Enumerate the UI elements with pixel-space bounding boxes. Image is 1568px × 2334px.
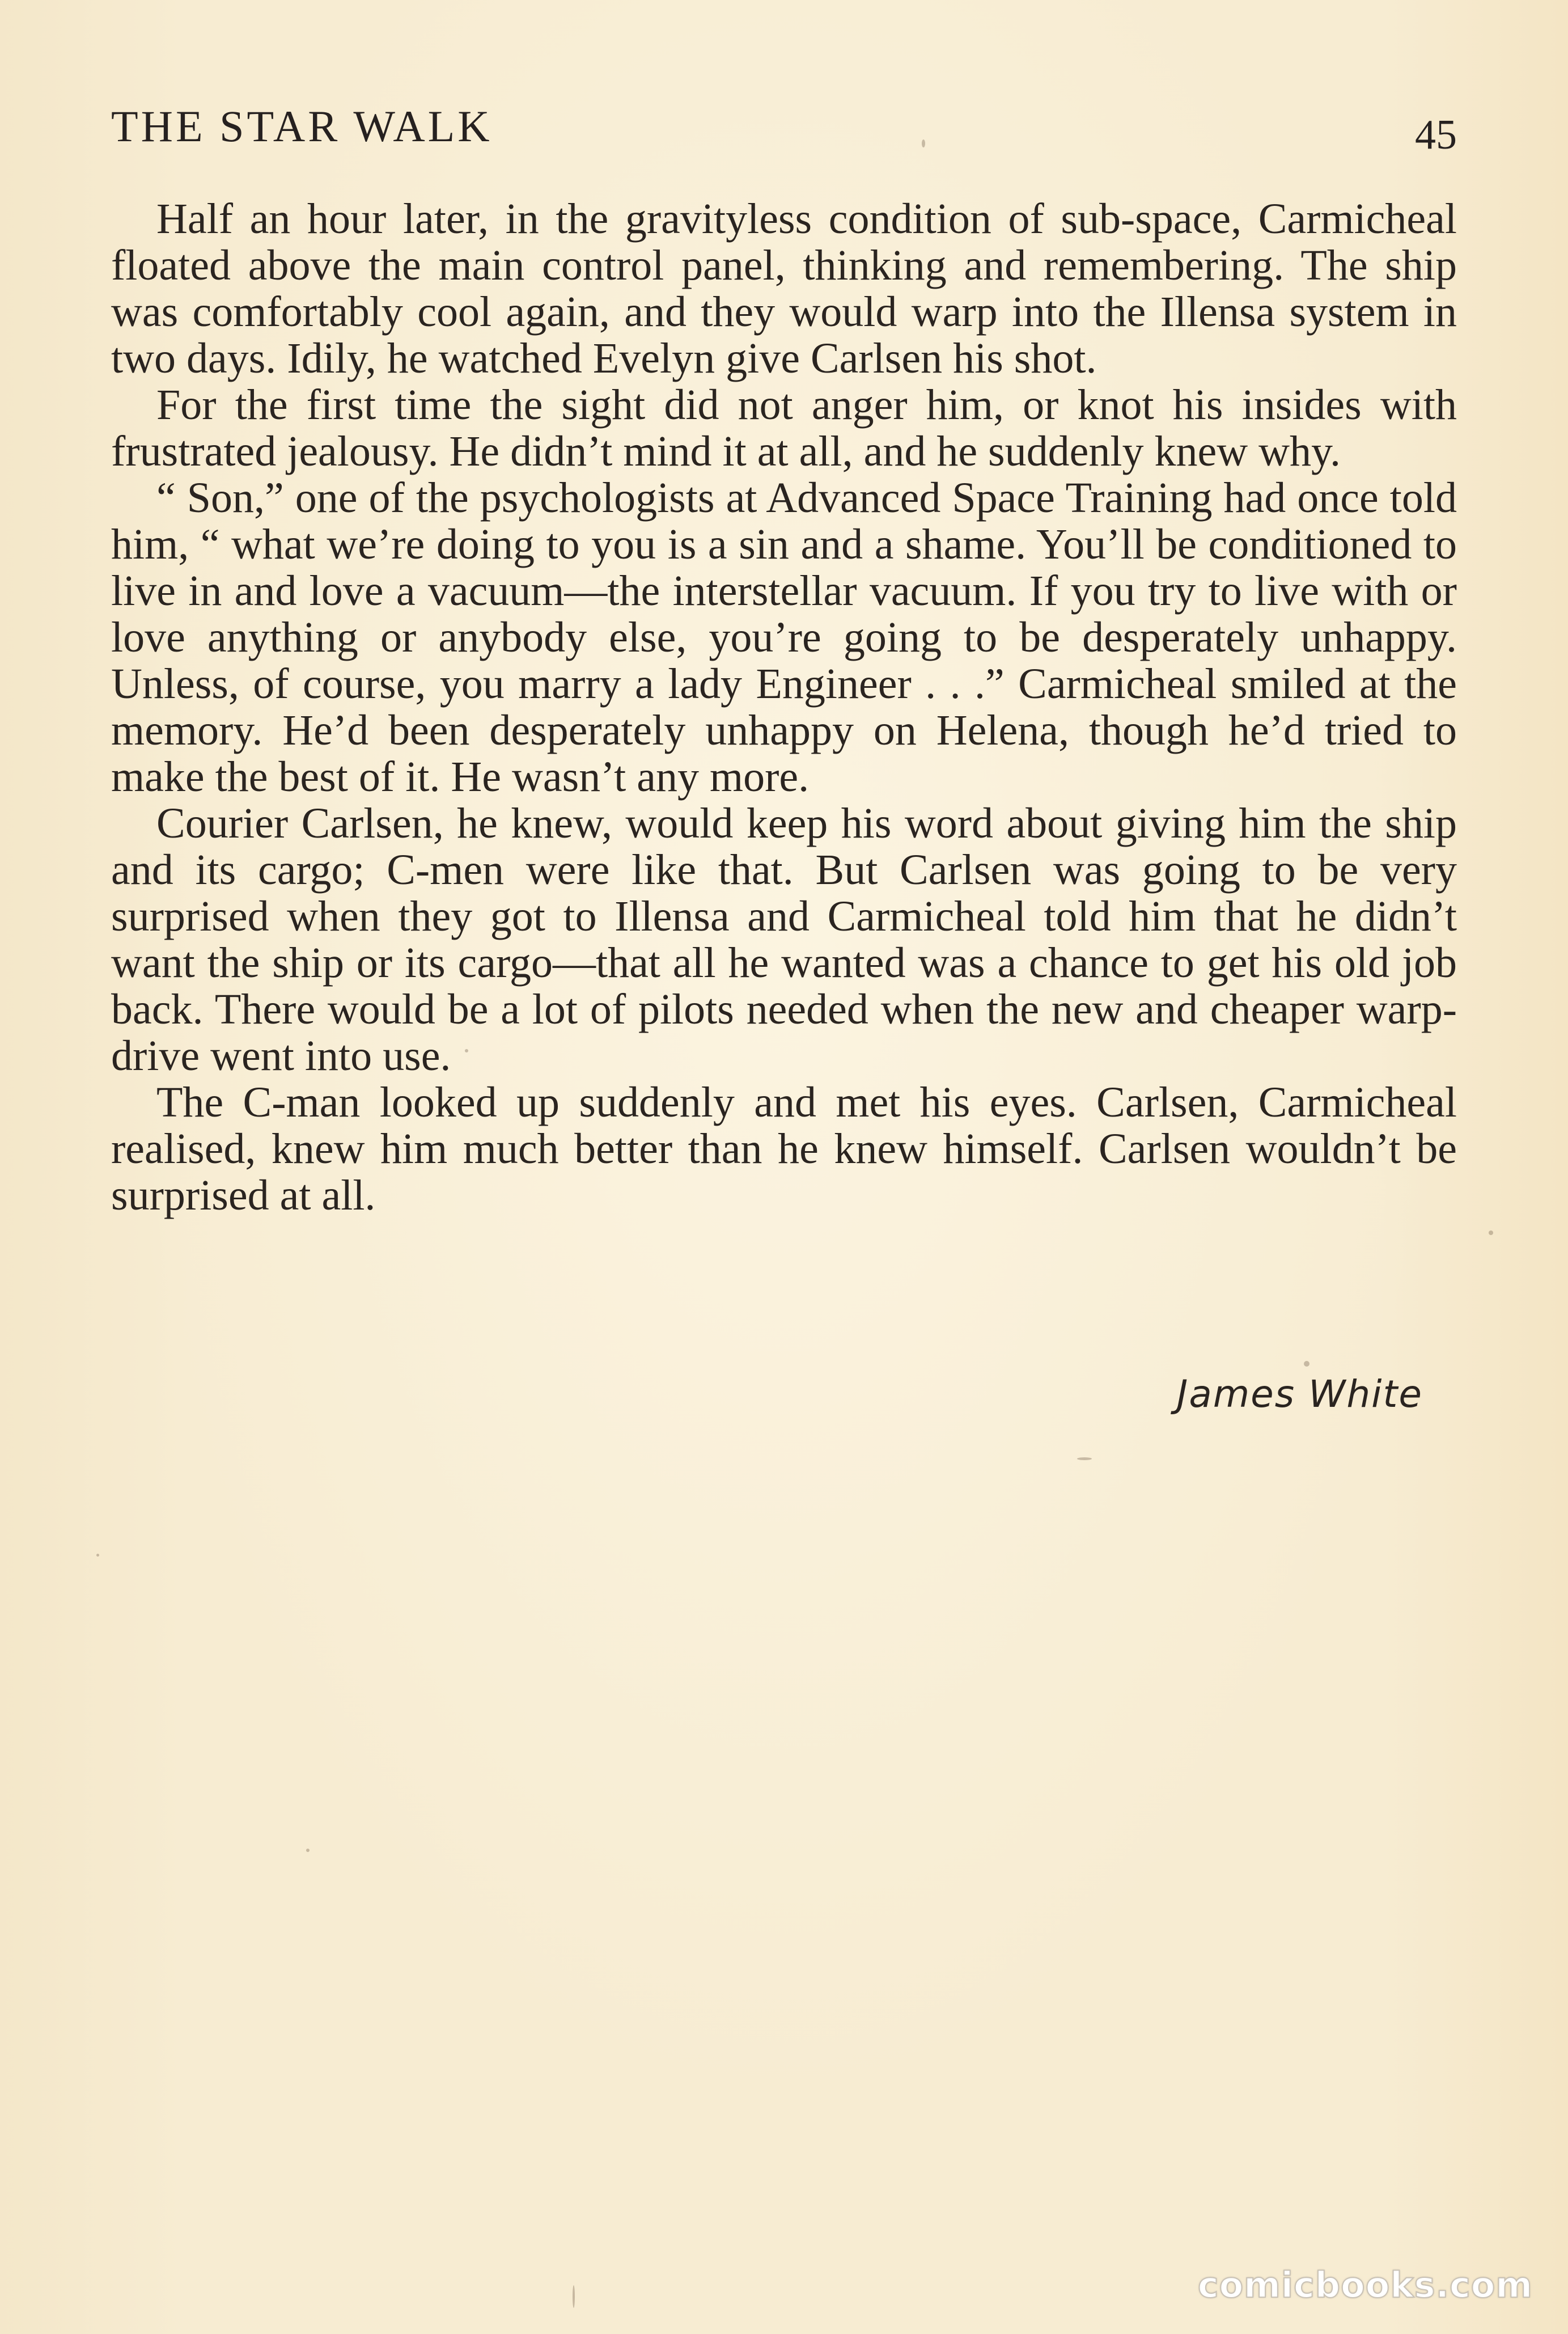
paper-speck: [96, 1554, 99, 1557]
paper-speck: [306, 1849, 310, 1852]
paragraph: For the first time the sight did not anger him, or knot his insides with frustrated jealousy. He didn’t mind it at all, and he suddenly knew why.: [111, 381, 1457, 475]
paper-speck: [573, 2285, 575, 2308]
running-title: THE STAR WALK: [111, 102, 493, 151]
paper-speck: [1077, 1457, 1092, 1460]
paragraph: Courier Carlsen, he knew, would keep his word about giving him the ship and its cargo; C-men were like that. But Carlsen was going to be very surprised when they got to Illensa and Carmicheal told him that he didn’t want the ship or its cargo—that all he wanted was a chance to get his old job back. There would be a lot of pilots needed when the new and cheaper warp-drive went into use.: [111, 800, 1457, 1080]
story-text: [111, 196, 1457, 1219]
paper-speck: [1489, 1231, 1493, 1235]
author-byline: James White: [1176, 1372, 1423, 1416]
paper-speck: [1304, 1361, 1310, 1367]
paragraph: The C-man looked up suddenly and met his eyes. Carlsen, Carmicheal realised, knew him much better than he knew himself. Carlsen wouldn’t be surprised at all.: [111, 1079, 1457, 1219]
paragraph: “ Son,” one of the psychologists at Advanced Space Training had once told him, “ what we’re doing to you is a sin and a shame. You’ll be conditioned to live in and love a vacuum—the interstellar vacuum. If you try to live with or love anything or anybody else, you’re going to be desperately unhappy. Unless, of course, you marry a lady Engineer . . .” Carmicheal smiled at the memory. He’d been desperately unhappy on Helena, though he’d tried to make the best of it. He wasn’t any more.: [111, 474, 1457, 801]
page-number: 45: [1415, 112, 1457, 158]
paper-speck: [922, 139, 925, 147]
watermark: comicbooks.com: [1197, 2264, 1533, 2306]
paragraph: Half an hour later, in the gravityless condition of sub-space, Carmicheal floated above the main control panel, thinking and remembering. The ship was comfortably cool again, and they would warp into the Illensa system in two days. Idily, he watched Evelyn give Carlsen his shot.: [111, 195, 1457, 382]
paper-speck: [465, 1049, 468, 1052]
